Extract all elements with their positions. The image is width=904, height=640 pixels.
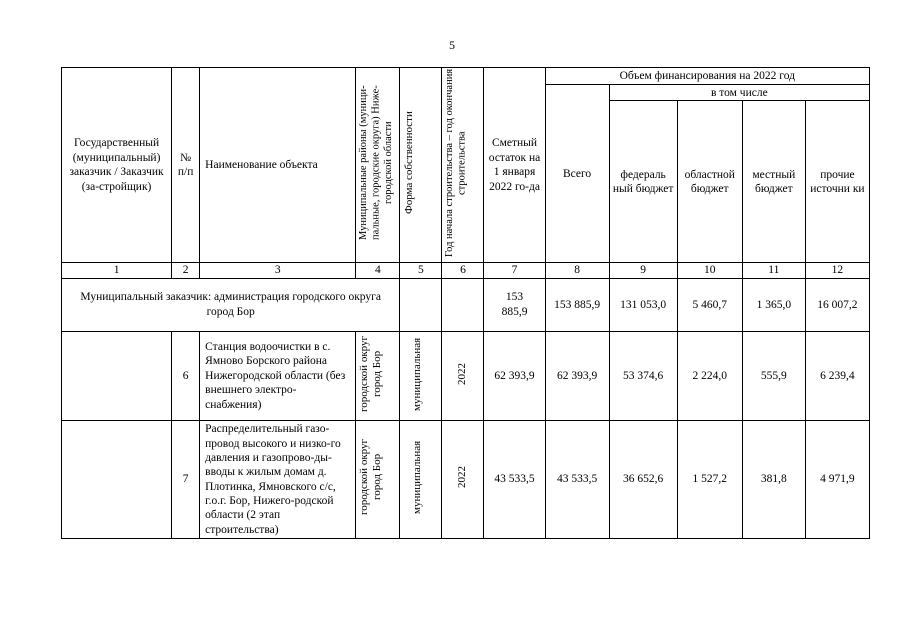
row-other: 4 971,9	[805, 421, 869, 539]
row-regional: 2 224,0	[677, 331, 742, 420]
header-districts-text: Муниципальные районы (муници-пальные, городские округа) Ниже-городской области	[357, 85, 395, 241]
row-year-text: 2022	[456, 466, 469, 489]
column-number: 12	[805, 263, 869, 278]
summary-regional: 5 460,7	[677, 278, 742, 331]
summary-ownership-empty	[400, 278, 442, 331]
row-balance: 43 533,5	[484, 421, 545, 539]
header-ownership	[400, 68, 442, 263]
row-customer-empty	[62, 421, 172, 539]
column-number: 1	[62, 263, 172, 278]
row-year-text: 2022	[456, 362, 469, 385]
row-balance: 62 393,9	[484, 331, 545, 420]
row-customer-empty	[62, 331, 172, 420]
row-district-text: городской округ город Бор	[357, 439, 384, 516]
column-number: 4	[356, 263, 400, 278]
row-ownership	[400, 331, 442, 420]
row-total: 43 533,5	[545, 421, 609, 539]
column-number: 11	[742, 263, 805, 278]
column-number: 7	[484, 263, 545, 278]
column-number: 9	[609, 263, 677, 278]
header-regional: областной бюджет	[677, 101, 742, 263]
summary-year-empty	[442, 278, 484, 331]
row-district	[356, 331, 400, 420]
column-number: 2	[172, 263, 200, 278]
header-federal: федераль ный бюджет	[609, 101, 677, 263]
header-num: № п/п	[172, 68, 200, 263]
header-local: местный бюджет	[742, 101, 805, 263]
summary-row	[62, 278, 870, 331]
column-number: 6	[442, 263, 484, 278]
summary-local: 1 365,0	[742, 278, 805, 331]
column-number: 8	[545, 263, 609, 278]
summary-other: 16 007,2	[805, 278, 869, 331]
header-other: прочие источни ки	[805, 101, 869, 263]
row-local: 555,9	[742, 331, 805, 420]
header-years	[442, 68, 484, 263]
row-year	[442, 421, 484, 539]
row-num: 6	[172, 331, 200, 420]
column-number: 5	[400, 263, 442, 278]
page-number: 5	[449, 38, 455, 52]
header-districts	[356, 68, 400, 263]
column-number: 10	[677, 263, 742, 278]
summary-federal: 131 053,0	[609, 278, 677, 331]
summary-balance: 153 885,9	[484, 278, 545, 331]
summary-total: 153 885,9	[545, 278, 609, 331]
row-ownership	[400, 421, 442, 539]
row-local: 381,8	[742, 421, 805, 539]
row-num: 7	[172, 421, 200, 539]
row-district-text: городской округ город Бор	[357, 335, 384, 412]
header-customer: Государственный (муниципальный) заказчик / Заказчик (за-стройщик)	[62, 68, 172, 263]
header-funding-title: Объем финансирования на 2022 год	[545, 68, 869, 85]
financing-table	[61, 67, 870, 539]
header-years-text: Год начала строительства – год окончания строительства	[443, 68, 468, 258]
header-total: Всего	[545, 85, 609, 263]
row-ownership-text: муниципальная	[410, 440, 423, 515]
row-regional: 1 527,2	[677, 421, 742, 539]
row-ownership-text: муниципальная	[410, 337, 423, 411]
header-including: в том числе	[609, 85, 869, 101]
column-number: 3	[200, 263, 356, 278]
row-object-name: Распределительный газо-провод высокого и низко-го давления и газопрово-ды-вводы к жилым домам д. Плотинка, Ямновского с/с, г.о.г. Бор, Нижего-родской области (2 этап строительства)	[200, 421, 356, 539]
header-ownership-text: Форма собственности	[402, 111, 415, 215]
table-row	[62, 331, 870, 420]
row-federal: 53 374,6	[609, 331, 677, 420]
row-total: 62 393,9	[545, 331, 609, 420]
row-year	[442, 331, 484, 420]
table-row	[62, 421, 870, 539]
row-federal: 36 652,6	[609, 421, 677, 539]
header-object-name: Наименование объекта	[200, 68, 356, 263]
row-district	[356, 421, 400, 539]
summary-label: Муниципальный заказчик: администрация городского округа город Бор	[62, 278, 400, 331]
row-other: 6 239,4	[805, 331, 869, 420]
row-object-name: Станция водоочистки в с. Ямново Борского района Нижегородской области (без внешнего электро-снабжения)	[200, 331, 356, 420]
header-balance: Сметный остаток на 1 января 2022 го-да	[484, 68, 545, 263]
